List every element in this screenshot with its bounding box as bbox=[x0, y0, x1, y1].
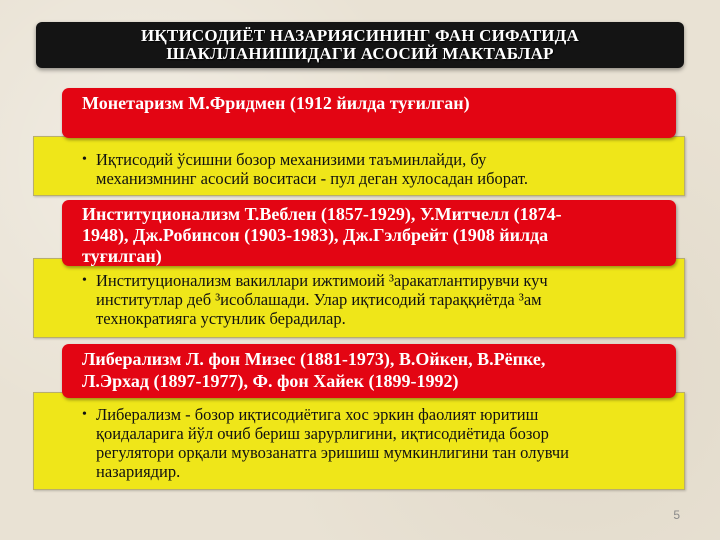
bullet-line: Иқтисодий ўсишни бозор механизими таъминлайди, бу bbox=[96, 150, 487, 169]
bullet-line: регулятори орқали мувозанатга эришиш мумкинлигини тан олувчи bbox=[96, 443, 569, 462]
bullet-line: Институционализм вакиллари ижтимоий ³аракатлантирувчи куч bbox=[96, 271, 548, 290]
bullet-line: институтлар деб ³исоблашади. Улар иқтисодий тараққиётда ³ам bbox=[96, 290, 542, 309]
heading-line: Монетаризм М.Фридмен (1912 йилда туғилган) bbox=[82, 93, 470, 113]
heading-line: 1948), Дж.Робинсон (1903-1983), Дж.Гэлбрейт (1908 йилда bbox=[82, 225, 549, 245]
section-liberalism-bullet bbox=[82, 405, 672, 481]
section-institutionalism-bullet bbox=[82, 271, 672, 328]
section-monetarism-heading bbox=[62, 88, 676, 138]
bullet-line: Либерализм - бозор иқтисодиётига хос эркин фаолият юритиш bbox=[96, 405, 539, 424]
bullet-line: механизмнинг асосий воситаси - пул деган хулосадан иборат. bbox=[96, 169, 528, 188]
bullet-line: назариядир. bbox=[96, 462, 181, 481]
slide-title-line-2: ШАКЛЛАНИШИДАГИ АСОСИЙ МАКТАБЛАР bbox=[166, 44, 554, 63]
bullet-marker: • bbox=[82, 407, 87, 422]
section-liberalism-heading bbox=[62, 344, 676, 398]
section-monetarism-bullet bbox=[82, 150, 672, 188]
slide-title-bar bbox=[36, 22, 684, 68]
heading-line: Л.Эрхад (1897-1977), Ф. фон Хайек (1899-1992) bbox=[82, 371, 459, 391]
bullet-marker: • bbox=[82, 152, 87, 167]
section-institutionalism-heading bbox=[62, 200, 676, 266]
heading-line: Либерализм Л. фон Мизес (1881-1973), В.Ойкен, В.Рёпке, bbox=[82, 349, 546, 369]
heading-line: Институционализм Т.Веблен (1857-1929), У.Митчелл (1874- bbox=[82, 204, 562, 224]
bullet-marker: • bbox=[82, 273, 87, 288]
slide-title-line-1: ИҚТИСОДИЁТ НАЗАРИЯСИНИНГ ФАН СИФАТИДА bbox=[140, 26, 580, 45]
bullet-line: технократияга устунлик берадилар. bbox=[96, 309, 346, 328]
page-number: 5 bbox=[673, 508, 680, 522]
heading-line: туғилган) bbox=[82, 246, 162, 266]
bullet-line: қоидаларига йўл очиб бериш зарурлигини, иқтисодиётида бозор bbox=[96, 424, 549, 443]
